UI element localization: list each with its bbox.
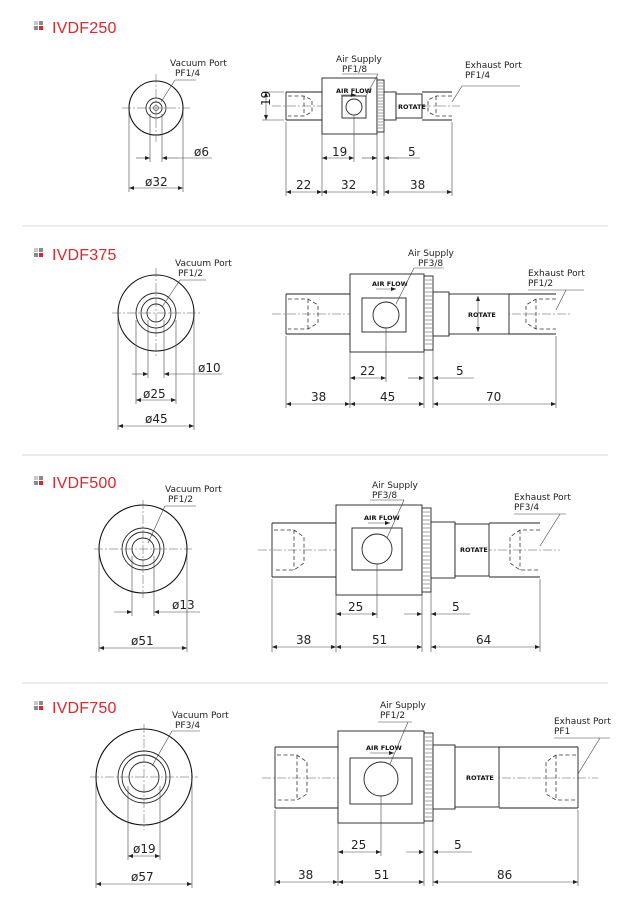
dim-port-offset: 25 [351, 838, 367, 852]
air-flow-label: AIR FLOW [372, 280, 408, 288]
vacuum-port-thread: PF3/4 [175, 721, 201, 731]
front-view [112, 259, 232, 430]
rotate-label: ROTATE [466, 774, 494, 782]
air-supply-thread: PF3/8 [372, 491, 398, 501]
exhaust-port-thread: PF3/4 [514, 503, 540, 513]
exhaust-port-label: Exhaust Port [554, 717, 611, 727]
dim-body-len: 51 [372, 633, 388, 647]
dim-inner-dia: ø25 [143, 387, 166, 401]
air-supply-label: Air Supply [372, 481, 418, 491]
square-bullet-icon [34, 21, 43, 30]
dim-outer-dia: ø32 [145, 175, 168, 189]
exhaust-port-thread: PF1/4 [465, 71, 491, 81]
air-supply-label: Air Supply [336, 55, 382, 65]
model-title: IVDF250 [52, 20, 117, 37]
rotate-label: ROTATE [398, 103, 426, 111]
dim-port-dia: ø19 [133, 842, 156, 856]
model-title: IVDF375 [52, 247, 117, 264]
model-ivdf375 [34, 247, 585, 430]
square-bullet-icon [34, 248, 43, 257]
exhaust-port-thread: PF1 [554, 727, 571, 737]
dim-body-len: 45 [380, 390, 396, 404]
dim-right-len: 38 [410, 178, 426, 192]
air-supply-label: Air Supply [408, 249, 454, 259]
vacuum-port-label: Vacuum Port [170, 59, 227, 69]
vacuum-port-label: Vacuum Port [172, 711, 229, 721]
front-view [122, 59, 227, 192]
dim-gap: 5 [454, 838, 462, 852]
dim-left-len: 22 [296, 178, 312, 192]
model-title: IVDF500 [52, 475, 117, 492]
front-view [94, 485, 222, 652]
dim-right-len: 64 [476, 633, 492, 647]
air-supply-thread: PF1/2 [380, 711, 406, 721]
exhaust-port-label: Exhaust Port [465, 61, 522, 71]
dim-gap: 5 [408, 145, 416, 159]
dim-gap: 5 [456, 364, 464, 378]
side-view [262, 701, 611, 886]
vacuum-port-thread: PF1/2 [168, 495, 194, 505]
air-supply-thread: PF1/8 [342, 65, 368, 75]
rotate-label: ROTATE [460, 546, 488, 554]
vacuum-port-label: Vacuum Port [175, 259, 232, 269]
dim-height: 19 [259, 90, 273, 106]
dim-port-offset: 25 [348, 600, 364, 614]
vacuum-port-thread: PF1/4 [175, 69, 201, 79]
front-view [90, 711, 229, 888]
side-view [272, 249, 585, 408]
exhaust-port-label: Exhaust Port [528, 269, 585, 279]
rotate-label: ROTATE [468, 311, 496, 319]
dim-outer-dia: ø51 [131, 634, 154, 648]
air-flow-label: AIR FLOW [336, 87, 372, 95]
vacuum-port-label: Vacuum Port [165, 485, 222, 495]
model-ivdf750 [34, 700, 611, 888]
air-supply-thread: PF3/8 [418, 259, 444, 269]
side-view [259, 55, 522, 196]
side-view [258, 481, 571, 652]
air-supply-label: Air Supply [380, 701, 426, 711]
air-flow-label: AIR FLOW [366, 744, 402, 752]
air-flow-label: AIR FLOW [364, 514, 400, 522]
model-title: IVDF750 [52, 700, 117, 717]
dim-port-dia: ø13 [172, 598, 195, 612]
dim-gap: 5 [452, 600, 460, 614]
dim-outer-dia: ø57 [131, 870, 154, 884]
dim-port-offset: 22 [360, 364, 376, 378]
square-bullet-icon [34, 701, 43, 710]
exhaust-port-thread: PF1/2 [528, 279, 554, 289]
model-ivdf500 [34, 475, 571, 652]
dim-right-len: 86 [497, 868, 513, 882]
square-bullet-icon [34, 476, 43, 485]
exhaust-port-label: Exhaust Port [514, 493, 571, 503]
dim-body-len: 51 [374, 868, 390, 882]
dim-left-len: 38 [311, 390, 327, 404]
dim-left-len: 38 [298, 868, 314, 882]
dim-left-len: 38 [296, 633, 312, 647]
dim-port-dia: ø10 [198, 361, 221, 375]
vacuum-port-thread: PF1/2 [178, 269, 204, 279]
model-ivdf250 [34, 20, 522, 196]
dim-port-offset: 19 [332, 145, 348, 159]
dim-right-len: 70 [486, 390, 502, 404]
dim-outer-dia: ø45 [145, 412, 168, 426]
dim-body-len: 32 [341, 178, 357, 192]
dim-port-dia: ø6 [194, 145, 209, 159]
